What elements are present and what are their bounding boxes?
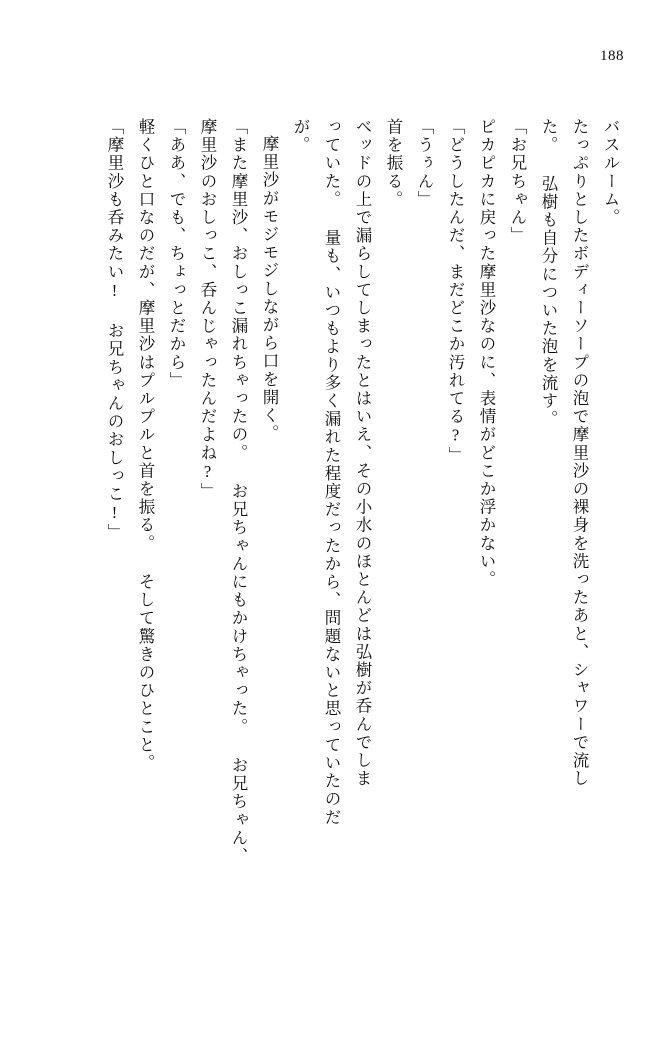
text-line: た。 弘樹も自分についた泡を流す。 <box>539 118 558 429</box>
text-line: が。 <box>291 118 310 155</box>
text-line: 「摩里沙も呑みたい! お兄ちゃんのおしっこ!」 <box>105 118 124 542</box>
text-line: ピカピカに戻った摩里沙なのに、表情がどこか浮かない。 <box>477 118 496 589</box>
text-line: 「うぅん」 <box>415 118 434 209</box>
text-line: 首を振る。 <box>384 118 403 209</box>
text-line: たっぷりとしたボディーソープの泡で摩里沙の裸身を洗ったあと、シャワーで流し <box>570 118 589 788</box>
page-number: 188 <box>600 48 624 64</box>
text-line: 「ああ、でも、ちょっとだから」 <box>167 118 186 390</box>
text-line: 「お兄ちゃん」 <box>508 118 527 245</box>
text-line: 摩里沙のおしっこ、呑んじゃったんだよね?」 <box>198 118 217 501</box>
text-line: 軽くひと口なのだが、摩里沙はプルプルと首を振る。 そして驚きのひとこと。 <box>136 118 155 773</box>
text-line: っていた。 量も、いつもより多く漏れた程度だったから、問題ないと思っていたのだ <box>322 118 341 827</box>
text-line: 「どうしたんだ、まだどこか汚れてる?」 <box>446 118 465 465</box>
text-line: ベッドの上で漏らしてしまったとはいえ、その小水のほとんどは弘樹が呑んでしま <box>353 118 372 788</box>
text-line: 摩里沙がモジモジしながら口を開く。 <box>260 135 279 443</box>
text-line: 「また摩里沙、おしっこ漏れちゃったの。 お兄ちゃんにもかけちゃった。 お兄ちゃん、 <box>229 118 248 866</box>
text-line: バスルーム。 <box>601 118 620 227</box>
page-body-text <box>40 118 626 998</box>
